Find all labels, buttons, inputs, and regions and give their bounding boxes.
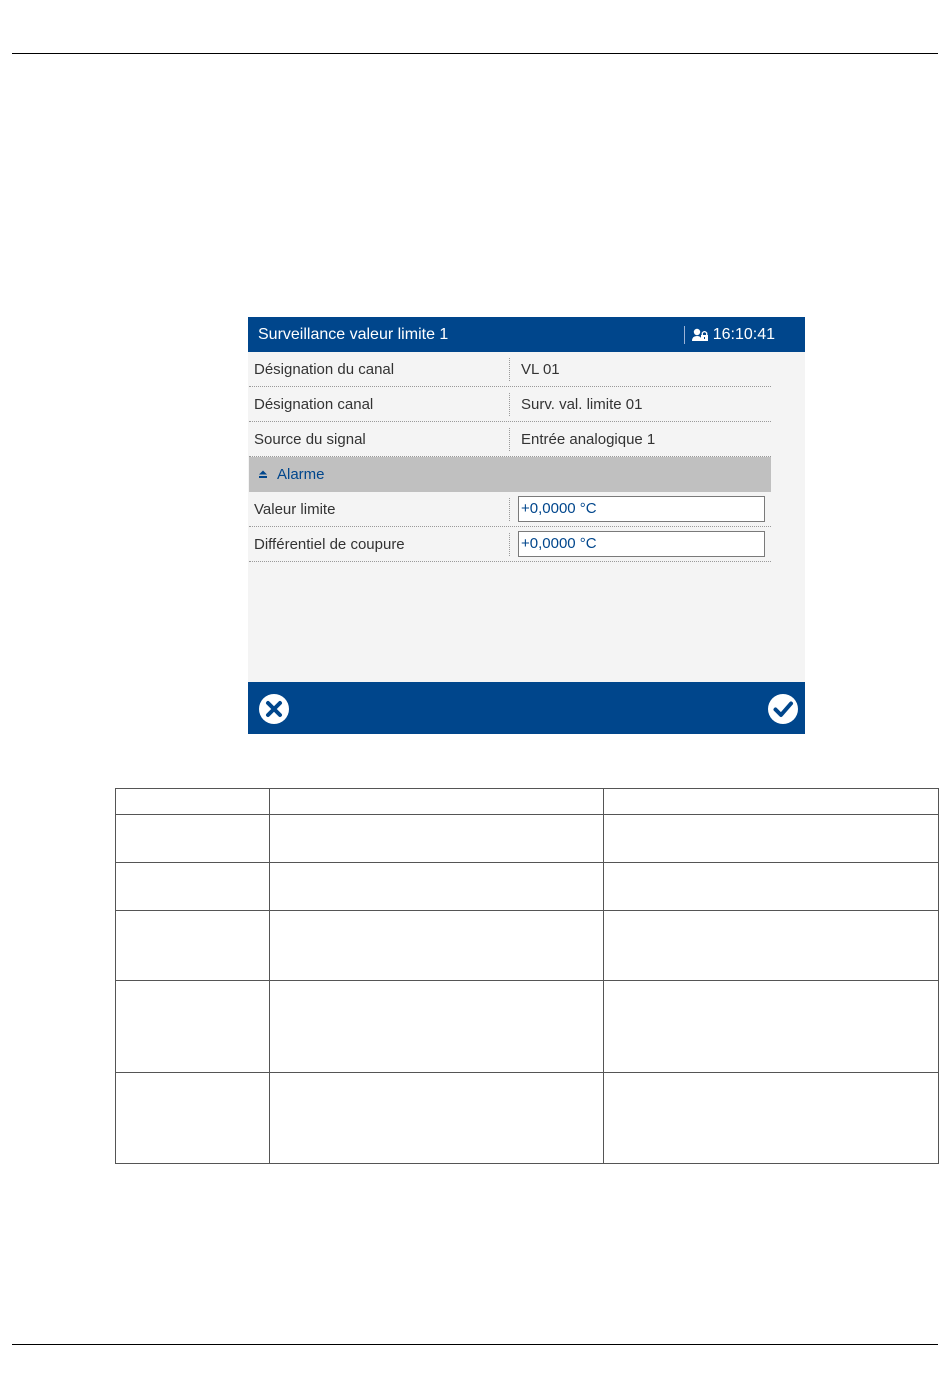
confirm-check-icon[interactable] [767, 693, 799, 725]
column-divider [509, 393, 510, 416]
row-label: Différentiel de coupure [254, 536, 405, 553]
row-label: Valeur limite [254, 501, 336, 518]
device-screen [248, 317, 805, 734]
table-cell [116, 1073, 270, 1164]
row-channel-name[interactable] [249, 387, 771, 422]
section-label: Alarme [277, 466, 325, 483]
parameter-list [249, 352, 771, 562]
row-channel-designation[interactable] [249, 352, 771, 387]
row-limit-value [249, 492, 771, 527]
table-cell [116, 911, 270, 981]
row-switching-differential [249, 527, 771, 562]
table-row [116, 911, 939, 981]
table-cell [270, 815, 604, 863]
table-row [116, 815, 939, 863]
user-lock-icon[interactable] [691, 326, 709, 344]
table-cell [604, 815, 939, 863]
row-label: Désignation canal [254, 396, 374, 413]
section-alarm-header[interactable] [249, 457, 771, 492]
title-separator [684, 326, 685, 344]
row-signal-source[interactable] [249, 422, 771, 457]
table-row [116, 789, 939, 815]
row-label: Désignation du canal [254, 361, 395, 378]
table-row [116, 981, 939, 1073]
table-cell [116, 863, 270, 911]
status-area [684, 326, 775, 344]
table-cell [604, 981, 939, 1073]
row-value: Entrée analogique 1 [521, 431, 656, 448]
table-cell [270, 911, 604, 981]
header-rule [12, 53, 938, 54]
button-bar [248, 682, 805, 734]
cancel-circle-icon[interactable] [258, 693, 290, 725]
column-divider [509, 533, 510, 556]
table-row [116, 1073, 939, 1164]
table-cell [604, 911, 939, 981]
table-cell [116, 789, 270, 815]
table-cell [270, 789, 604, 815]
table-cell [116, 981, 270, 1073]
collapse-arrow-icon [258, 469, 268, 479]
empty-table [115, 788, 939, 1164]
row-value: VL 01 [521, 361, 560, 378]
table-row [116, 863, 939, 911]
limit-value-input[interactable]: +0,0000 °C [518, 496, 765, 522]
footer-rule [12, 1344, 938, 1345]
column-divider [509, 428, 510, 451]
switching-differential-input[interactable]: +0,0000 °C [518, 531, 765, 557]
table-cell [270, 1073, 604, 1164]
column-divider [509, 358, 510, 381]
screen-title: Surveillance valeur limite 1 [258, 326, 449, 343]
table-cell [270, 863, 604, 911]
row-value: Surv. val. limite 01 [521, 396, 643, 413]
table-cell [270, 981, 604, 1073]
table-cell [604, 863, 939, 911]
table-cell [604, 789, 939, 815]
table-cell [116, 815, 270, 863]
column-divider [509, 498, 510, 521]
clock: 16:10:41 [712, 326, 775, 343]
row-label: Source du signal [254, 431, 366, 448]
table-cell [604, 1073, 939, 1164]
title-bar [248, 317, 805, 352]
